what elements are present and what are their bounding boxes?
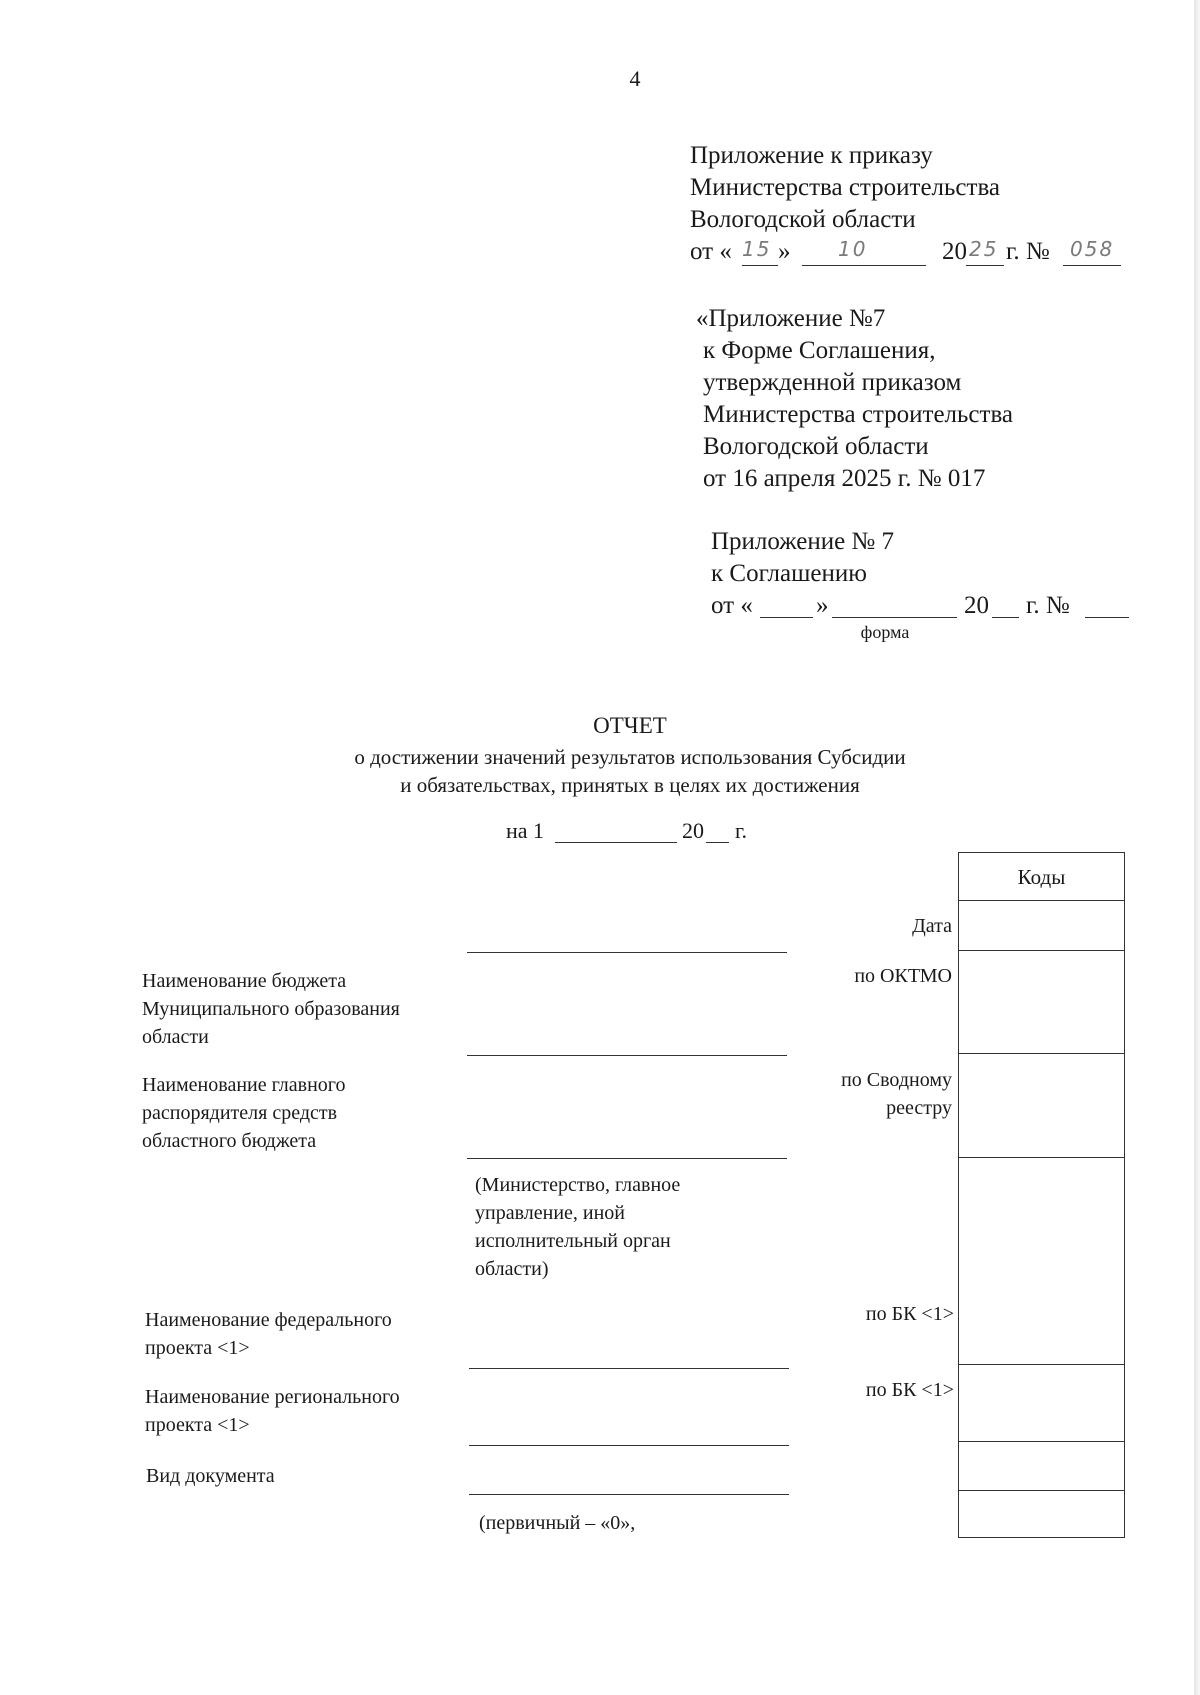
year-prefix: 20: [964, 592, 989, 619]
underline-report-year: [706, 842, 729, 843]
fill-line: [469, 1494, 789, 1495]
ministry-note-line: исполнительный орган: [475, 1230, 671, 1252]
handwritten-month: 10: [838, 237, 868, 261]
report-year-suffix: г.: [735, 818, 748, 843]
label-manager-line: распорядителя средств: [142, 1102, 338, 1124]
date-close: »: [778, 238, 791, 265]
codes-row-divider: [958, 900, 1125, 901]
label-budget-line: области: [142, 1026, 209, 1048]
primary-note: (первичный – «0»,: [479, 1512, 636, 1534]
fill-line: [467, 952, 787, 953]
appendix-agreement-line: Приложение № 7: [711, 528, 895, 555]
label-bk-regional: по БК <1>: [865, 1379, 954, 1401]
appendix-order-block: [690, 140, 1000, 236]
label-consolidated-registry: [780, 1066, 952, 1122]
appendix-form-line: к Форме Соглашения,: [703, 337, 936, 364]
handwritten-year: 25: [969, 237, 999, 261]
codes-row-divider: [958, 1537, 1125, 1538]
report-subtitle-line: о достижении значений результатов использования Субсидии: [354, 745, 906, 769]
number-prefix: г. №: [1026, 592, 1070, 619]
label-federal-line: Наименование федерального: [145, 1309, 392, 1331]
label-regional-line: проекта <1>: [145, 1414, 250, 1436]
fill-line: [469, 1445, 789, 1446]
ministry-note-line: (Министерство, главное: [475, 1174, 681, 1196]
appendix-form-line: утвержденной приказом: [703, 369, 962, 396]
codes-header: Коды: [958, 852, 1125, 900]
report-date-prefix: на 1: [506, 818, 545, 843]
fill-line: [467, 1158, 787, 1159]
appendix-form-line: от 16 апреля 2025 г. № 017: [703, 465, 986, 492]
codes-row-divider: [958, 1441, 1125, 1442]
underline-report-month: [555, 842, 677, 843]
underline-number: [1085, 617, 1129, 618]
label-budget-line: Муниципального образования: [142, 998, 400, 1020]
label-document-type: Вид документа: [146, 1465, 275, 1487]
label-manager-line: Наименование главного: [142, 1074, 346, 1096]
label-registry-line: по Сводному: [841, 1069, 952, 1091]
label-budget-name: [142, 967, 400, 1051]
ministry-note-line: управление, иной: [475, 1202, 626, 1224]
appendix-agreement-line: к Соглашению: [711, 560, 867, 587]
form-label: форма: [860, 622, 910, 642]
codes-row-divider: [958, 1364, 1125, 1365]
year-prefix: 20: [942, 238, 967, 265]
report-title: ОТЧЕТ: [593, 713, 667, 738]
report-subtitle-line: и обязательствах, принятых в целях их достижения: [400, 773, 860, 797]
codes-column-left: [958, 852, 959, 1538]
date-close: »: [816, 592, 829, 619]
fill-line: [469, 1368, 789, 1369]
date-prefix: от «: [711, 592, 753, 619]
report-year-prefix: 20: [682, 818, 704, 843]
codes-row-divider: [958, 950, 1125, 951]
codes-column-right: [1124, 852, 1125, 1538]
label-regional-line: Наименование регионального: [145, 1386, 400, 1408]
handwritten-number: 058: [1070, 237, 1115, 261]
report-date: [506, 818, 766, 848]
appendix-form-block: [696, 303, 1013, 495]
underline-year: [966, 265, 1004, 266]
underline-day: [760, 617, 813, 618]
page-edge: [1194, 0, 1200, 1695]
appendix-order-line: Вологодской области: [690, 206, 916, 233]
underline-month: [802, 265, 926, 266]
ministry-note-line: области): [475, 1258, 549, 1280]
page-number: 4: [629, 66, 641, 91]
appendix-form-line: «Приложение №7: [696, 305, 886, 332]
label-registry-line: реестру: [886, 1097, 952, 1119]
codes-row-divider: [958, 1053, 1125, 1054]
underline-month: [832, 617, 957, 618]
appendix-order-date: [690, 236, 1130, 268]
codes-row-divider: [958, 1490, 1125, 1491]
date-prefix: от «: [690, 238, 732, 265]
appendix-order-line: Министерства строительства: [690, 174, 1001, 201]
label-chief-manager: [142, 1071, 346, 1155]
label-federal-line: проекта <1>: [145, 1337, 250, 1359]
ministry-note: [475, 1171, 680, 1283]
codes-row-divider: [958, 1157, 1125, 1158]
underline-year: [992, 617, 1019, 618]
underline-number: [1063, 265, 1121, 266]
handwritten-day: 15: [742, 237, 772, 261]
number-prefix: г. №: [1006, 238, 1050, 265]
appendix-agreement-block: [711, 526, 894, 590]
label-federal-project: [145, 1306, 392, 1362]
underline-day: [742, 265, 778, 266]
label-date: Дата: [912, 915, 952, 937]
label-budget-line: Наименование бюджета: [142, 970, 347, 992]
appendix-order-line: Приложение к приказу: [690, 142, 933, 169]
label-regional-project: [145, 1383, 400, 1439]
label-oktmo: по ОКТМО: [854, 965, 952, 987]
label-bk-federal: по БК <1>: [865, 1303, 954, 1325]
report-subtitle: [0, 743, 1200, 799]
appendix-form-line: Вологодской области: [703, 433, 929, 460]
appendix-form-line: Министерства строительства: [703, 401, 1014, 428]
label-manager-line: областного бюджета: [142, 1130, 317, 1152]
fill-line: [467, 1055, 787, 1056]
